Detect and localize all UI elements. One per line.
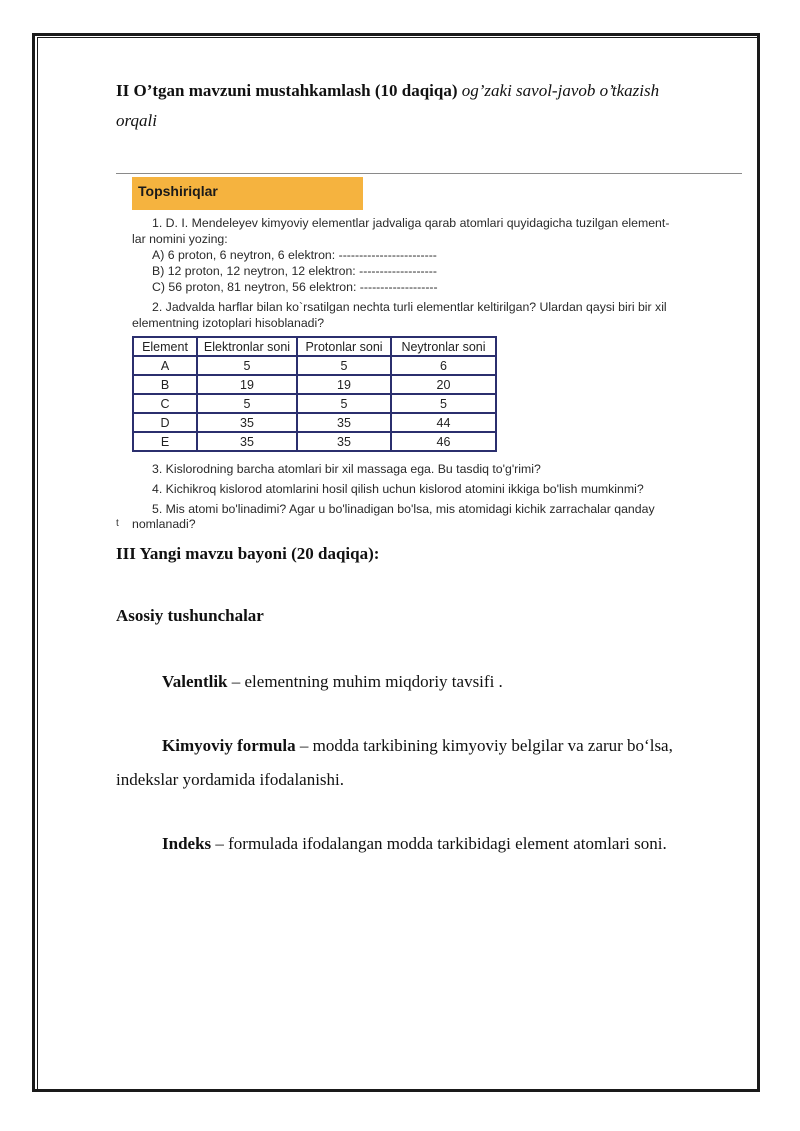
elements-table <box>132 336 497 452</box>
task2-line2: elementning izotoplari hisoblanadi? <box>132 316 325 330</box>
table-header-row <box>133 337 496 356</box>
table-cell: C <box>133 394 197 413</box>
table-cell: E <box>133 432 197 451</box>
table-cell: 35 <box>297 432 391 451</box>
table-row <box>133 394 496 413</box>
table-cell: 19 <box>197 375 297 394</box>
task1-option-a: A) 6 proton, 6 neytron, 6 elektron: ------------------------ <box>152 248 437 262</box>
table-cell: 5 <box>391 394 496 413</box>
tasks-header-label: Topshiriqlar <box>138 183 218 199</box>
task1-line1: 1. D. I. Mendeleyev kimyoviy elementlar jadvaliga qarab atomlari quyidagicha tuzilgan element- <box>152 216 670 230</box>
table-cell: 44 <box>391 413 496 432</box>
term-formula: Kimyoviy formula <box>162 736 296 755</box>
key-concepts-heading: Asosiy tushunchalar <box>116 606 264 625</box>
table-cell: 5 <box>297 394 391 413</box>
section2-title-italic: og’zaki savol-javob o’tkazish <box>457 81 660 100</box>
task4: 4. Kichikroq kislorod atomlarini hosil qilish uchun kislorod atomini ikkiga bo'lish mumkinmi? <box>152 482 644 496</box>
def-formula-line1: – modda tarkibining kimyoviy belgilar va zarur bo‘lsa, <box>295 736 673 755</box>
table-row <box>133 356 496 375</box>
task1-option-c: C) 56 proton, 81 neytron, 56 elektron: ------------------- <box>152 280 438 294</box>
term-indeks: Indeks <box>162 834 212 853</box>
table-cell: 35 <box>197 413 297 432</box>
table-cell: 20 <box>391 375 496 394</box>
table-cell: 19 <box>297 375 391 394</box>
def-valentlik: – elementning muhim miqdoriy tavsifi . <box>227 672 503 691</box>
table-header-cell: Elektronlar soni <box>197 337 297 356</box>
section3-heading: III Yangi mavzu bayoni (20 daqiqa): <box>116 544 380 563</box>
definition-valentlik <box>162 672 503 692</box>
table-cell: 35 <box>197 432 297 451</box>
definition-formula <box>162 736 742 756</box>
section2-heading <box>116 76 756 136</box>
table-cell: 5 <box>197 356 297 375</box>
task3: 3. Kislorodning barcha atomlari bir xil massaga ega. Bu tasdiq to'g'rimi? <box>152 462 541 476</box>
task1-option-b: B) 12 proton, 12 neytron, 12 elektron: ------------------- <box>152 264 437 278</box>
table-cell: 6 <box>391 356 496 375</box>
table-cell: 5 <box>197 394 297 413</box>
table-cell: B <box>133 375 197 394</box>
table-header-cell: Neytronlar soni <box>391 337 496 356</box>
table-row <box>133 375 496 394</box>
table-header-cell: Element <box>133 337 197 356</box>
term-valentlik: Valentlik <box>162 672 228 691</box>
definition-indeks <box>162 834 667 854</box>
table-cell: 35 <box>297 413 391 432</box>
task5-line2: nomlanadi? <box>132 517 196 531</box>
section2-title-bold: II O’tgan mavzuni mustahkamlash (10 daqiqa) <box>116 81 458 100</box>
table-cell: 5 <box>297 356 391 375</box>
table-row <box>133 413 496 432</box>
stray-mark: t <box>116 518 119 529</box>
def-indeks: – formulada ifodalangan modda tarkibidagi element atomlari soni. <box>211 834 667 853</box>
table-cell: D <box>133 413 197 432</box>
table-cell: 46 <box>391 432 496 451</box>
table-row <box>133 432 496 451</box>
section2-title-italic-cont: orqali <box>116 111 157 130</box>
task1-line2: lar nomini yozing: <box>132 232 228 246</box>
table-header-cell: Protonlar soni <box>297 337 391 356</box>
separator-line <box>116 173 742 174</box>
definition-formula-cont: indekslar yordamida ifodalanishi. <box>116 770 345 789</box>
tasks-header-banner <box>132 177 363 210</box>
task5-line1: 5. Mis atomi bo'linadimi? Agar u bo'linadigan bo'lsa, mis atomidagi kichik zarrachalar qanday <box>152 502 655 516</box>
table-cell: A <box>133 356 197 375</box>
task2-line1: 2. Jadvalda harflar bilan ko`rsatilgan nechta turli elementlar keltirilgan? Ulardan qaysi biri bir xil <box>152 300 667 314</box>
